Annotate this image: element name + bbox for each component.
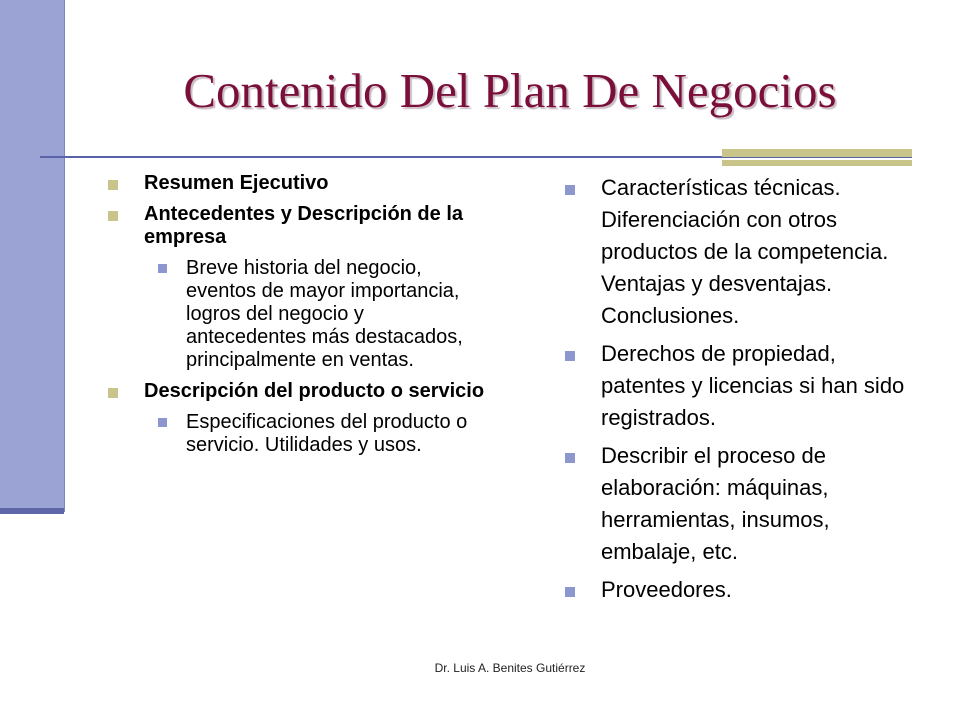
bullet-item: [565, 574, 910, 606]
bullet-text: Antecedentes y Descripción de la empresa: [144, 203, 464, 248]
sub-bullet-item: [108, 411, 488, 457]
square-bullet-icon: [108, 388, 118, 398]
square-bullet-icon: [108, 180, 118, 190]
bullet-text: Describir el proceso de elaboración: máquinas, herramientas, insumos, embalaje, etc.: [601, 443, 830, 564]
left-content-column: [108, 172, 488, 465]
side-decoration-bar: [0, 0, 65, 512]
slide-footer: Dr. Luis A. Benites Gutiérrez: [434, 661, 586, 675]
bullet-item: [565, 172, 910, 332]
sub-bullet-text: Especificaciones del producto o servicio. Utilidades y usos.: [186, 411, 468, 456]
title-accent-stripe-bottom: [722, 160, 912, 166]
bullet-text: Derechos de propiedad, patentes y licencias si han sido registrados.: [601, 341, 905, 430]
square-bullet-icon: [158, 264, 167, 273]
sub-bullet-text: Breve historia del negocio, eventos de mayor importancia, logros del negocio y antecedentes más destacados, principalmente en ventas.: [186, 257, 463, 371]
square-bullet-icon: [565, 587, 575, 597]
square-bullet-icon: [158, 418, 167, 427]
bullet-item: [108, 380, 488, 403]
bullet-item: [108, 203, 488, 249]
square-bullet-icon: [108, 211, 118, 221]
right-content-column: [565, 172, 910, 612]
square-bullet-icon: [565, 351, 575, 361]
bullet-text: Descripción del producto o servicio: [144, 380, 485, 402]
sub-bullet-item: [108, 257, 488, 372]
bullet-item: [108, 172, 488, 195]
square-bullet-icon: [565, 453, 575, 463]
bullet-text: Características técnicas. Diferenciación con otros productos de la competencia. Ventajas y desventajas. Conclusiones.: [601, 175, 889, 328]
slide-title: Contenido Del Plan De Negocios: [183, 63, 837, 118]
side-decoration-bar-edge: [0, 508, 64, 514]
title-accent-stripe-top: [722, 149, 912, 157]
bullet-item: [565, 440, 910, 568]
square-bullet-icon: [565, 185, 575, 195]
bullet-text: Resumen Ejecutivo: [144, 172, 329, 194]
bullet-item: [565, 338, 910, 434]
bullet-text: Proveedores.: [601, 577, 732, 602]
